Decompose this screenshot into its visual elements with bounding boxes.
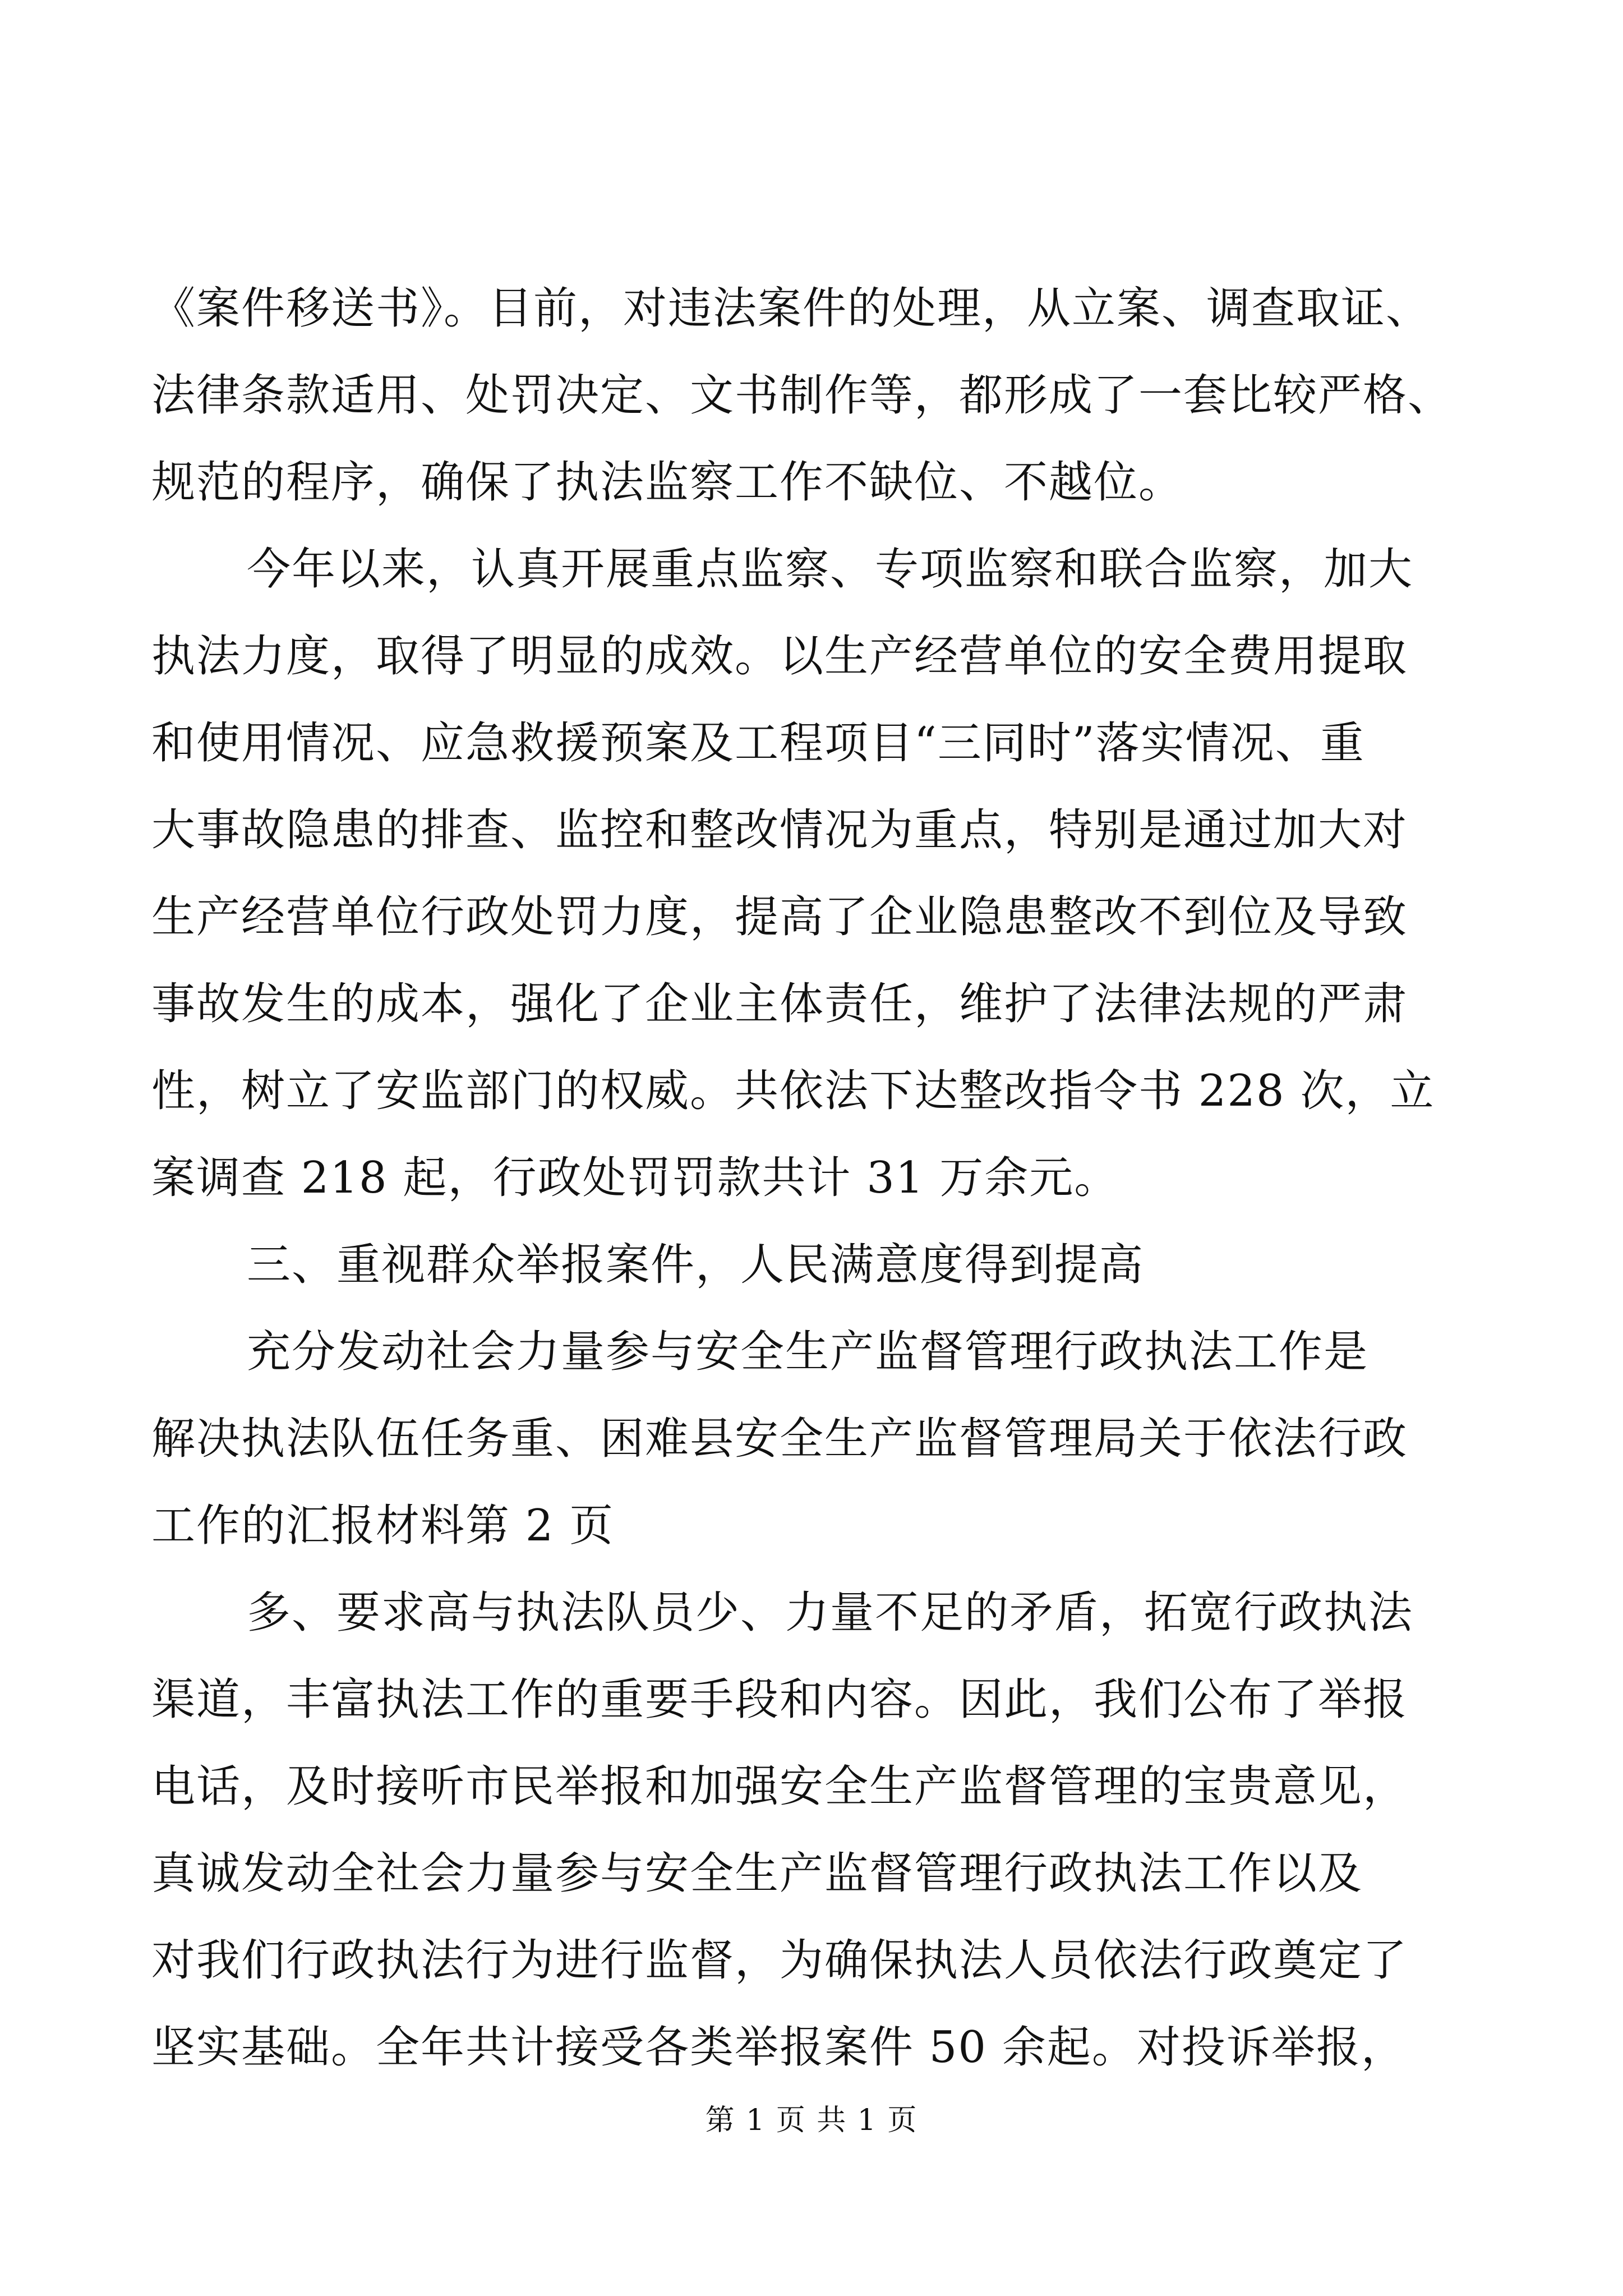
- text-line-3: 规范的程序，确保了执法监察工作不缺位、不越位。: [151, 457, 1184, 508]
- text-line-15: 工作的汇报材料第 2 页: [151, 1501, 615, 1551]
- text-line-17: 渠道，丰富执法工作的重要手段和内容。因此，我们公布了举报: [151, 1674, 1408, 1725]
- text-line-21: 坚实基础。全年共计接受各类举报案件 50 余起。对投诉举报，: [151, 2022, 1406, 2073]
- text-line-4: 今年以来，认真开展重点监察、专项监察和联合监察，加大: [247, 544, 1414, 595]
- text-line-10: 性，树立了安监部门的权威。共依法下达整改指令书 228 次，立: [151, 1066, 1435, 1116]
- text-line-11: 案调查 218 起，行政处罚罚款共计 31 万余元。: [151, 1153, 1119, 1203]
- page-footer: 第 1 页 共 1 页: [705, 2104, 918, 2137]
- text-line-14: 解决执法队伍任务重、困难县安全生产监督管理局关于依法行政: [151, 1414, 1408, 1464]
- text-line-19: 真诚发动全社会力量参与安全生产监督管理行政执法工作以及: [151, 1848, 1363, 1899]
- text-line-8: 生产经营单位行政处罚力度，提高了企业隐患整改不到位及导致: [151, 892, 1408, 942]
- text-line-5: 执法力度，取得了明显的成效。以生产经营单位的安全费用提取: [151, 631, 1408, 682]
- text-line-18: 电话，及时接听市民举报和加强安全生产监督管理的宝贵意见，: [151, 1761, 1408, 1812]
- text-line-9: 事故发生的成本，强化了企业主体责任，维护了法律法规的严肃: [151, 979, 1408, 1029]
- text-line-7: 大事故隐患的排查、监控和整改情况为重点，特别是通过加大对: [151, 805, 1408, 855]
- text-line-20: 对我们行政执法行为进行监督，为确保执法人员依法行政奠定了: [151, 1935, 1408, 1986]
- text-line-13: 充分发动社会力量参与安全生产监督管理行政执法工作是: [247, 1327, 1369, 1377]
- section-heading: 三、重视群众举报案件，人民满意度得到提高: [247, 1240, 1145, 1290]
- text-line-2: 法律条款适用、处罚决定、文书制作等，都形成了一套比较严格、: [151, 370, 1453, 421]
- text-line-16: 多、要求高与执法队员少、力量不足的矛盾，拓宽行政执法: [247, 1588, 1414, 1638]
- text-line-1: 《案件移送书》。目前，对违法案件的处理，从立案、调查取证、: [151, 283, 1431, 334]
- text-line-6: 和使用情况、应急救援预案及工程项目“三同时”落实情况、重: [151, 718, 1365, 769]
